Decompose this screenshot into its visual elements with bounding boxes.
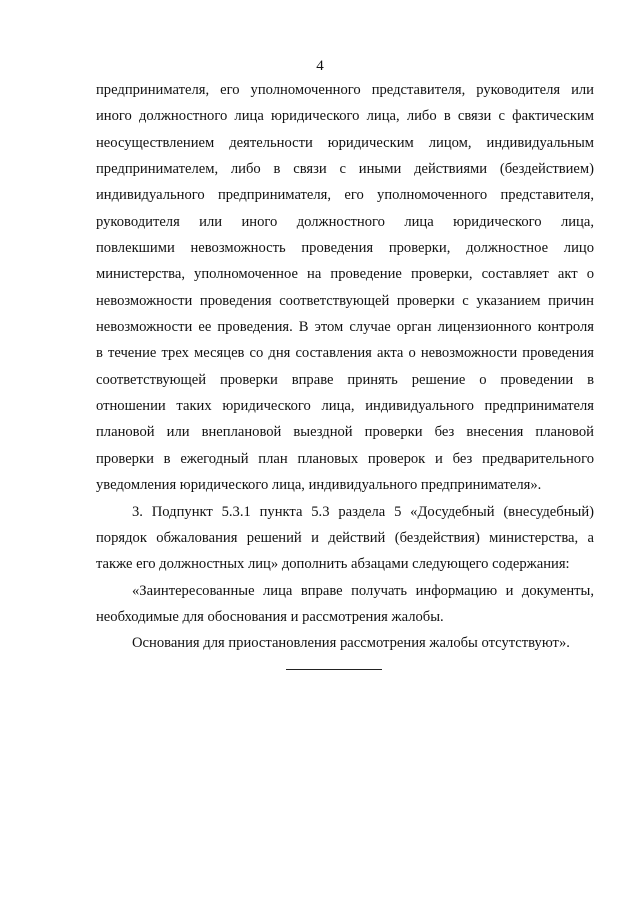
text-line: невозможности ее проведения. В этом случае орган лицензионного контроля (96, 319, 594, 336)
text-line: 3. Подпункт 5.3.1 пункта 5.3 раздела 5 «Досудебный (внесудебный) (132, 503, 594, 520)
text-line: повлекшими невозможность проведения проверки, должностное лицо (96, 240, 594, 257)
text-line: предпринимателем, либо в связи с иными действиями (бездействием) (96, 161, 594, 178)
text-line: плановой или внеплановой выездной проверки без внесения плановой (96, 424, 594, 441)
separator-line (286, 669, 382, 670)
text-line: в течение трех месяцев со дня составления акта о невозможности проведения (96, 345, 594, 362)
text-line: невозможности проведения соответствующей проверки с указанием причин (96, 292, 594, 309)
paragraph-item-3 (96, 499, 594, 578)
text-line: министерства, уполномоченное на проведение проверки, составляет акт о (96, 266, 594, 283)
paragraph-continuation (96, 77, 594, 499)
text-line: Основания для приостановления рассмотрения жалобы отсутствуют». (132, 635, 570, 652)
text-line: уведомления юридического лица, индивидуального предпринимателя». (96, 477, 542, 494)
paragraph-grounds (96, 630, 594, 656)
text-line: предпринимателя, его уполномоченного представителя, руководителя или (96, 82, 594, 98)
text-line: проверки в ежегодный план плановых проверок и без предварительного (96, 450, 594, 467)
text-line: порядок обжалования решений и действий (бездействия) министерства, а (96, 529, 594, 546)
paragraph-quoted-addition (96, 578, 594, 631)
document-body (96, 77, 594, 657)
text-line: также его должностных лиц» дополнить абзацами следующего содержания: (96, 556, 570, 573)
page-number: 4 (316, 58, 324, 74)
text-line: соответствующей проверки вправе принять решение о проведении в (96, 371, 594, 388)
text-line: «Заинтересованные лица вправе получать информацию и документы, (132, 582, 594, 599)
text-line: отношении таких юридического лица, индивидуального предпринимателя (96, 398, 594, 415)
text-line: индивидуального предпринимателя, его уполномоченного представителя, (96, 187, 594, 204)
text-line: необходимые для обоснования и рассмотрения жалобы. (96, 608, 444, 625)
text-line: руководителя или иного должностного лица юридического лица, (96, 213, 594, 230)
text-line: неосуществлением деятельности юридическим лицом, индивидуальным (96, 134, 594, 151)
text-line: иного должностного лица юридического лица, либо в связи с фактическим (96, 108, 594, 125)
